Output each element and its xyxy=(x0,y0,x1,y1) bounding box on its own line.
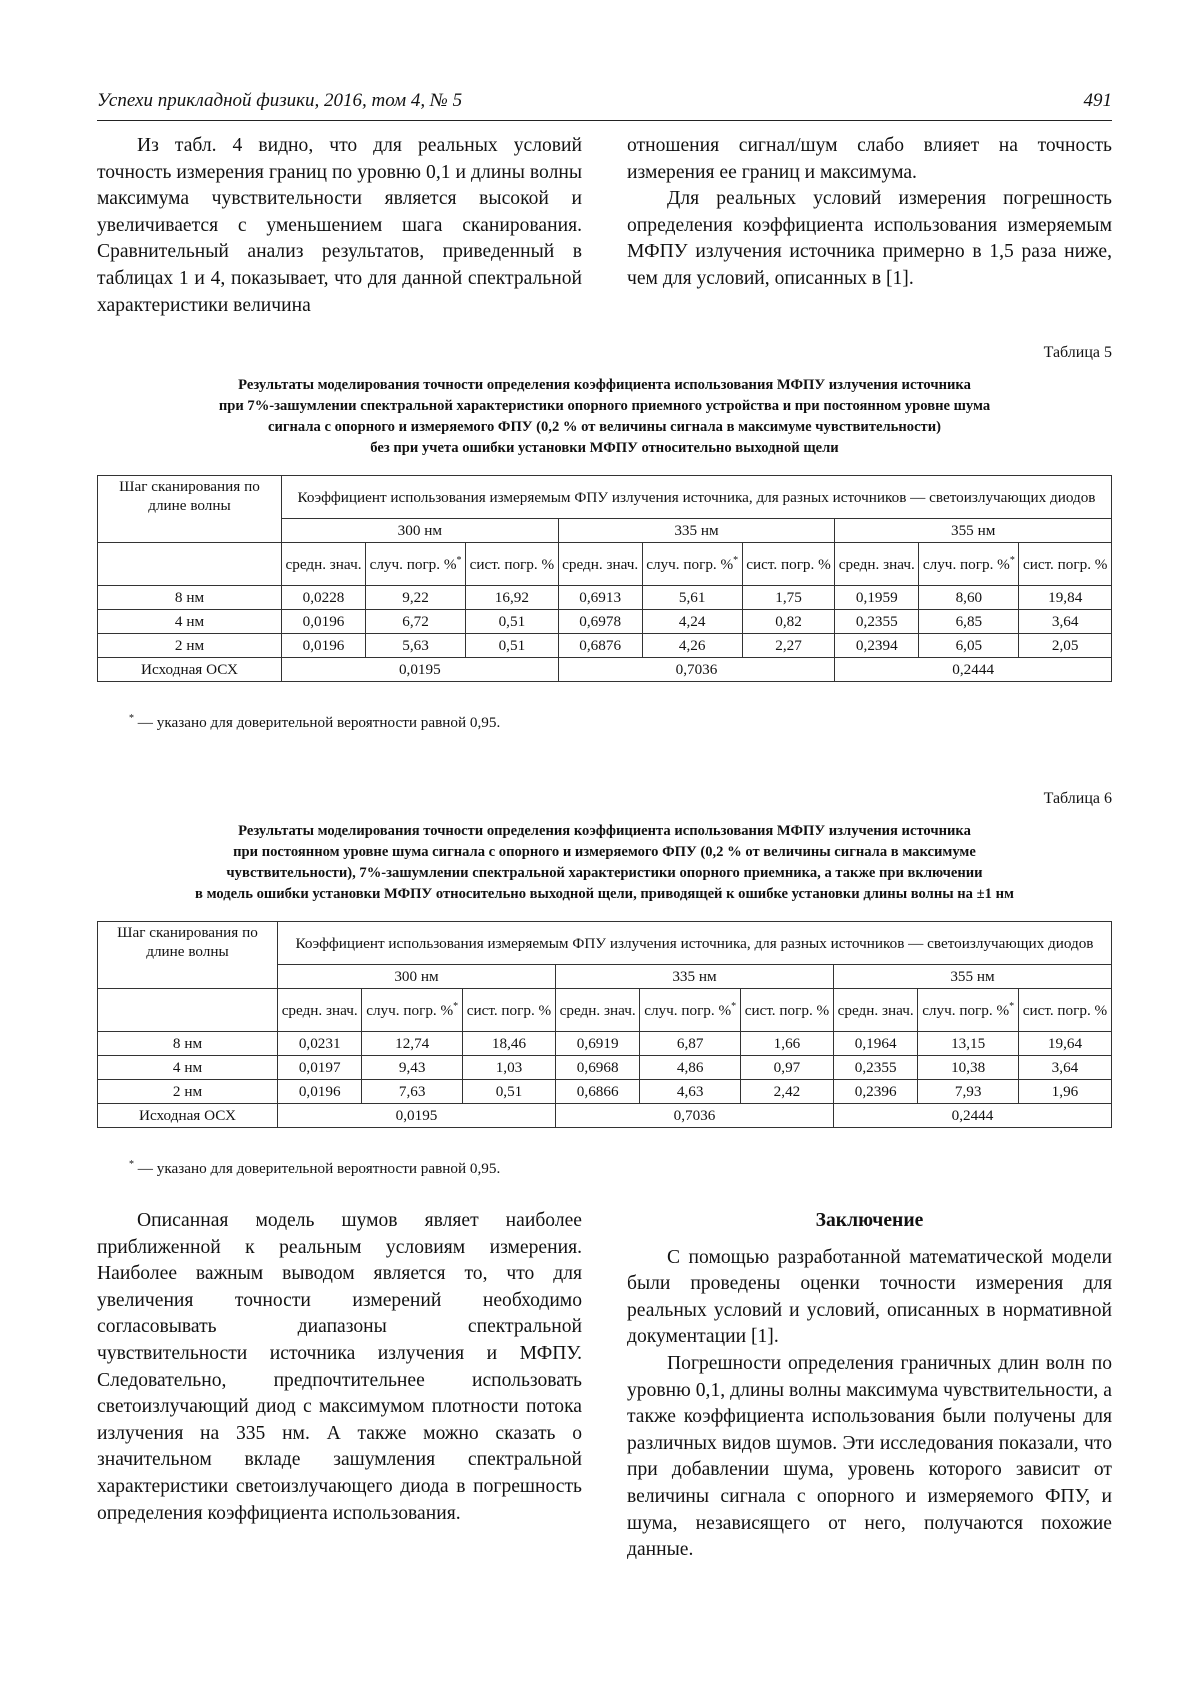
table6-label: Таблица 6 xyxy=(1043,790,1112,807)
value-cell: 0,7036 xyxy=(558,658,835,682)
value-cell: 0,6978 xyxy=(558,610,642,634)
step-cell: 2 нм xyxy=(98,634,282,658)
value-cell: 7,63 xyxy=(362,1080,463,1104)
row-header-cell: Шаг сканирования по длине волны xyxy=(98,476,282,543)
value-cell: 2,42 xyxy=(740,1080,833,1104)
value-cell: 0,0196 xyxy=(282,610,366,634)
source-header: 335 нм xyxy=(558,519,835,543)
value-cell: 1,75 xyxy=(742,586,835,610)
paragraph: Из табл. 4 видно, что для реальных условий точность измерения границ по уровню 0,1 и длины волны максимума чувствительности является высокой и увеличивается с уменьшением шага сканирования. Сравнительный анализ результатов, приведенный в таблицах 1 и 4, показывает, что для данной спектральной характеристики величина xyxy=(97,135,582,316)
value-cell: 0,2355 xyxy=(833,1056,917,1080)
paragraph: Описанная модель шумов являет наиболее приближенной к реальным условиям измерения. Наиболее важным выводом является то, что для увеличения точности измерений необходимо согласовывать диапазоны спектральной чувствительности источника излучения и МФПУ. Следовательно, предпочтительнее использовать светоизлучающий диод с максимумом плотности потока излучения на 335 нм. А также можно сказать о значительном вкладе зашумления спектральной характеристики светоизлучающего диода в погрешность определения коэффициента использования. xyxy=(97,1210,582,1524)
subcol-header: случ. погр. %* xyxy=(919,543,1019,586)
value-cell: 4,86 xyxy=(640,1056,741,1080)
value-cell: 9,43 xyxy=(362,1056,463,1080)
caption-line: Результаты моделирования точности определения коэффициента использования МФПУ излучения источника xyxy=(238,377,971,393)
subcol-header: сист. погр. % xyxy=(1018,989,1111,1032)
step-cell: Исходная ОСХ xyxy=(98,658,282,682)
step-cell: Исходная ОСХ xyxy=(98,1104,278,1128)
value-cell: 0,1959 xyxy=(835,586,919,610)
value-cell: 16,92 xyxy=(466,586,559,610)
value-cell: 0,2394 xyxy=(835,634,919,658)
paragraph: С помощью разработанной математической модели были проведены оценки точности измерения для реальных условий и условий, описанных в нормативной документации [1]. xyxy=(627,1246,1112,1348)
value-cell: 0,0195 xyxy=(278,1104,556,1128)
value-cell: 0,51 xyxy=(466,634,559,658)
table-row xyxy=(98,610,1112,634)
value-cell: 4,24 xyxy=(642,610,742,634)
step-cell: 4 нм xyxy=(98,1056,278,1080)
value-cell: 8,60 xyxy=(919,586,1019,610)
value-cell: 0,51 xyxy=(466,610,559,634)
value-cell: 6,72 xyxy=(366,610,466,634)
value-cell: 10,38 xyxy=(918,1056,1019,1080)
value-cell: 3,64 xyxy=(1018,1056,1111,1080)
subcol-header: случ. погр. %* xyxy=(362,989,463,1032)
empty-cell xyxy=(98,543,282,586)
caption-line: при постоянном уровне шума сигнала с опорного и измеряемого ФПУ (0,2 % от величины сигнала в максимуме xyxy=(233,844,976,860)
table6-caption xyxy=(97,821,1112,905)
value-cell: 5,63 xyxy=(366,634,466,658)
table-row-initial xyxy=(98,1104,1112,1128)
table-row xyxy=(98,586,1112,610)
subcol-header: сист. погр. % xyxy=(1019,543,1112,586)
value-cell: 0,2444 xyxy=(835,658,1112,682)
running-header xyxy=(97,90,1112,121)
subcol-header: сист. погр. % xyxy=(462,989,555,1032)
empty-cell xyxy=(98,989,278,1032)
journal-title: Успехи прикладной физики, 2016, том 4, № 5 xyxy=(97,90,463,111)
value-cell: 0,6876 xyxy=(558,634,642,658)
subcol-header: случ. погр. %* xyxy=(366,543,466,586)
value-cell: 19,84 xyxy=(1019,586,1112,610)
value-cell: 0,0195 xyxy=(282,658,559,682)
value-cell: 0,0231 xyxy=(278,1032,362,1056)
step-cell: 4 нм xyxy=(98,610,282,634)
value-cell: 3,64 xyxy=(1019,610,1112,634)
row-header-cell: Шаг сканирования по длине волны xyxy=(98,922,278,989)
value-cell: 0,0196 xyxy=(282,634,366,658)
paragraph: Для реальных условий измерения погрешность определения коэффициента использования измеряемым МФПУ излучения источника примерно в 1,5 раза ниже, чем для условий, описанных в [1]. xyxy=(627,188,1112,289)
value-cell: 0,6913 xyxy=(558,586,642,610)
subcol-header: случ. погр. %* xyxy=(642,543,742,586)
group-header-cell: Коэффициент использования измеряемым ФПУ излучения источника, для разных источников — светоизлучающих диодов xyxy=(278,922,1112,965)
value-cell: 12,74 xyxy=(362,1032,463,1056)
value-cell: 19,64 xyxy=(1018,1032,1111,1056)
value-cell: 0,6919 xyxy=(555,1032,639,1056)
step-cell: 8 нм xyxy=(98,586,282,610)
value-cell: 1,96 xyxy=(1018,1080,1111,1104)
subcol-header: средн. знач. xyxy=(833,989,917,1032)
value-cell: 1,66 xyxy=(740,1032,833,1056)
source-header: 300 нм xyxy=(278,965,556,989)
value-cell: 0,6866 xyxy=(555,1080,639,1104)
value-cell: 6,05 xyxy=(919,634,1019,658)
caption-line: в модель ошибки установки МФПУ относительно выходной щели, приводящей к ошибке установки длины волны на ±1 нм xyxy=(195,886,1014,902)
paragraph: Погрешности определения граничных длин волн по уровню 0,1, длины волны максимума чувствительности, а также коэффициента использования были получены для различных видов шумов. Эти исследования показали, что при добавлении шума, уровень которого зависит от величины сигнала с опорного и измеряемого ФПУ, и шума, независящего от него, получаются похожие данные. xyxy=(627,1352,1112,1561)
subcol-header: средн. знач. xyxy=(558,543,642,586)
subcol-header: средн. знач. xyxy=(555,989,639,1032)
subcol-header: средн. знач. xyxy=(278,989,362,1032)
source-header: 335 нм xyxy=(555,965,833,989)
conclusion-section xyxy=(627,1208,1112,1564)
table-row-initial xyxy=(98,658,1112,682)
source-header: 300 нм xyxy=(282,519,559,543)
value-cell: 5,61 xyxy=(642,586,742,610)
subcol-header: средн. знач. xyxy=(282,543,366,586)
source-header: 355 нм xyxy=(833,965,1111,989)
table-row xyxy=(98,1080,1112,1104)
caption-line: без при учета ошибки установки МФПУ относительно выходной щели xyxy=(370,440,839,456)
table5-caption xyxy=(97,375,1112,459)
value-cell: 2,05 xyxy=(1019,634,1112,658)
subcol-header: сист. погр. % xyxy=(466,543,559,586)
subcol-header: сист. погр. % xyxy=(740,989,833,1032)
caption-line: Результаты моделирования точности определения коэффициента использования МФПУ излучения источника xyxy=(238,823,971,839)
table-row xyxy=(98,1032,1112,1056)
table5-label: Таблица 5 xyxy=(1043,344,1112,361)
table-row xyxy=(98,1056,1112,1080)
value-cell: 0,1964 xyxy=(833,1032,917,1056)
caption-line: при 7%-зашумлении спектральной характеристики опорного приемного устройства и при постоянном уровне шума xyxy=(218,398,991,414)
group-header-cell: Коэффициент использования измеряемым ФПУ излучения источника, для разных источников — светоизлучающих диодов xyxy=(282,476,1112,519)
table-row xyxy=(98,634,1112,658)
value-cell: 0,7036 xyxy=(555,1104,833,1128)
subcol-header: случ. погр. %* xyxy=(918,989,1019,1032)
value-cell: 6,85 xyxy=(919,610,1019,634)
top-right-column xyxy=(627,133,1112,293)
value-cell: 4,63 xyxy=(640,1080,741,1104)
value-cell: 2,27 xyxy=(742,634,835,658)
value-cell: 4,26 xyxy=(642,634,742,658)
value-cell: 0,0197 xyxy=(278,1056,362,1080)
value-cell: 0,0228 xyxy=(282,586,366,610)
value-cell: 9,22 xyxy=(366,586,466,610)
value-cell: 1,03 xyxy=(462,1056,555,1080)
value-cell: 0,0196 xyxy=(278,1080,362,1104)
paragraph: отношения сигнал/шум слабо влияет на точность измерения ее границ и максимума. xyxy=(627,135,1112,183)
table6 xyxy=(97,921,1112,1128)
table6-footnote: * — указано для доверительной вероятности равной 0,95. xyxy=(129,1158,501,1177)
conclusion-heading: Заключение xyxy=(815,1210,924,1231)
top-left-column xyxy=(97,133,582,319)
value-cell: 0,97 xyxy=(740,1056,833,1080)
value-cell: 13,15 xyxy=(918,1032,1019,1056)
page-number: 491 xyxy=(1083,90,1112,111)
value-cell: 0,6968 xyxy=(555,1056,639,1080)
step-cell: 8 нм xyxy=(98,1032,278,1056)
subcol-header: сист. погр. % xyxy=(742,543,835,586)
value-cell: 0,82 xyxy=(742,610,835,634)
value-cell: 0,2444 xyxy=(833,1104,1111,1128)
subcol-header: средн. знач. xyxy=(835,543,919,586)
value-cell: 6,87 xyxy=(640,1032,741,1056)
table5 xyxy=(97,475,1112,682)
value-cell: 18,46 xyxy=(462,1032,555,1056)
value-cell: 7,93 xyxy=(918,1080,1019,1104)
source-header: 355 нм xyxy=(835,519,1112,543)
step-cell: 2 нм xyxy=(98,1080,278,1104)
table5-footnote: * — указано для доверительной вероятности равной 0,95. xyxy=(129,712,501,731)
value-cell: 0,2355 xyxy=(835,610,919,634)
value-cell: 0,51 xyxy=(462,1080,555,1104)
caption-line: сигнала с опорного и измеряемого ФПУ (0,2 % от величины сигнала в максимуме чувствительности) xyxy=(267,419,941,435)
value-cell: 0,2396 xyxy=(833,1080,917,1104)
bottom-left-column xyxy=(97,1208,582,1527)
subcol-header: случ. погр. %* xyxy=(640,989,741,1032)
caption-line: чувствительности), 7%-зашумлении спектральной характеристики опорного приемника, а также при включении xyxy=(226,865,983,881)
